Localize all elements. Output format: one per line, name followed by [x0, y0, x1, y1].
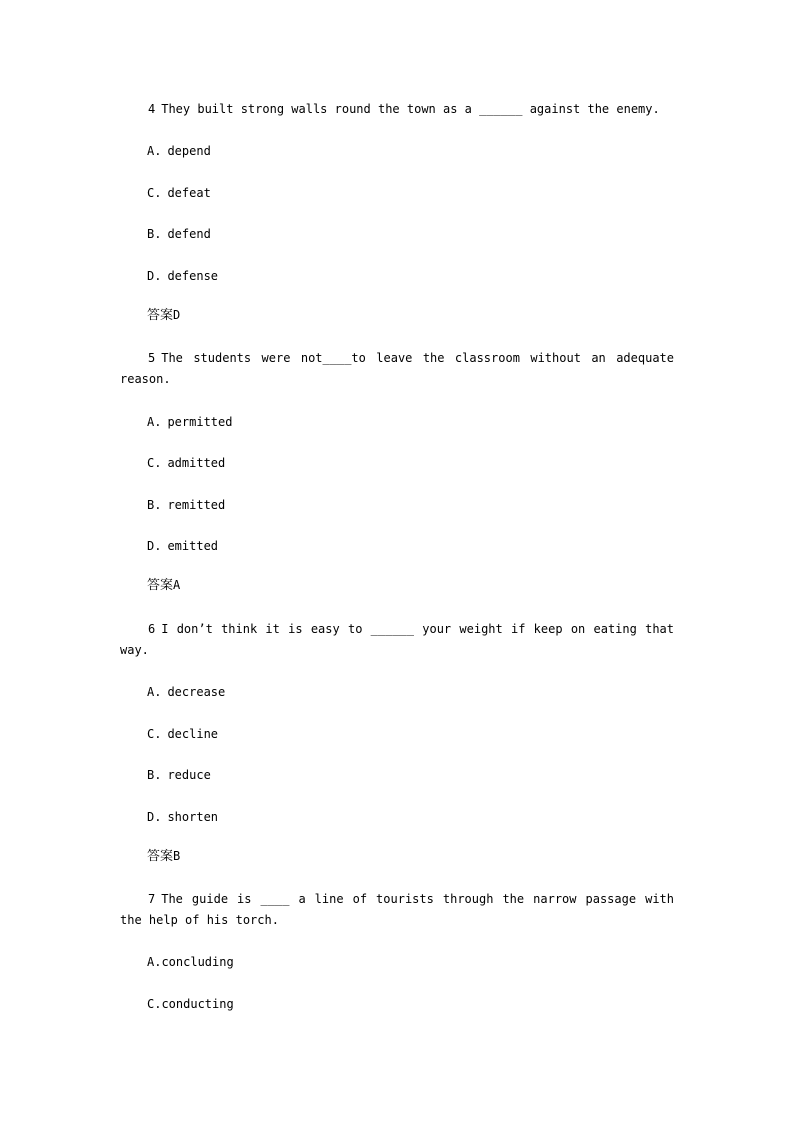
option-b: [147, 225, 211, 243]
option-letter: A.: [147, 144, 162, 158]
option-text: concluding: [161, 955, 234, 969]
option-letter: C.: [147, 727, 162, 741]
option-letter: D.: [147, 810, 162, 824]
option-a: [147, 953, 234, 971]
option-d: [147, 537, 218, 555]
option-text: decrease: [167, 685, 226, 699]
option-letter: A.: [147, 955, 162, 969]
answer-value: D: [173, 308, 181, 322]
question-6: [120, 619, 674, 661]
option-d: [147, 267, 218, 285]
answer-line: [147, 306, 180, 325]
answer-line: [147, 576, 180, 595]
option-letter: C.: [147, 456, 162, 470]
option-b: [147, 496, 225, 514]
question-number: 4: [148, 102, 156, 116]
answer-label: 答案: [147, 578, 174, 593]
answer-label: 答案: [147, 308, 174, 323]
option-letter: C.: [147, 997, 162, 1011]
option-text: depend: [167, 144, 211, 158]
option-letter: A.: [147, 685, 162, 699]
question-text: They built strong walls round the town as a ______ against the enemy.: [161, 102, 660, 116]
option-text: shorten: [167, 810, 219, 824]
option-d: [147, 808, 218, 826]
question-7: [120, 889, 674, 931]
answer-value: A: [173, 578, 181, 592]
option-text: admitted: [167, 456, 226, 470]
option-c: [147, 454, 225, 472]
option-text: emitted: [167, 539, 219, 553]
question-number: 7: [148, 892, 156, 906]
option-text: conducting: [161, 997, 234, 1011]
question-text: The guide is ____ a line of tourists through the narrow passage with the help of his torch.: [120, 892, 674, 927]
option-letter: D.: [147, 269, 162, 283]
option-letter: B.: [147, 498, 162, 512]
option-a: [147, 142, 211, 160]
question-text: The students were not____to leave the classroom without an adequate reason.: [120, 351, 674, 386]
question-text: I don’t think it is easy to ______ your weight if keep on eating that way.: [120, 622, 674, 657]
option-text: decline: [167, 727, 219, 741]
answer-value: B: [173, 849, 181, 863]
option-c: [147, 725, 218, 743]
option-text: defense: [167, 269, 219, 283]
option-text: permitted: [167, 415, 233, 429]
option-letter: A.: [147, 415, 162, 429]
option-text: remitted: [167, 498, 226, 512]
option-c: [147, 995, 234, 1013]
option-b: [147, 766, 211, 784]
answer-line: [147, 847, 180, 866]
answer-label: 答案: [147, 849, 174, 864]
option-letter: B.: [147, 768, 162, 782]
option-c: [147, 184, 211, 202]
question-number: 6: [148, 622, 156, 636]
option-a: [147, 413, 232, 431]
option-letter: D.: [147, 539, 162, 553]
option-letter: B.: [147, 227, 162, 241]
option-a: [147, 683, 225, 701]
question-5: [120, 348, 674, 390]
option-text: defeat: [167, 186, 211, 200]
option-text: reduce: [167, 768, 211, 782]
question-number: 5: [148, 351, 156, 365]
question-4: [120, 99, 674, 120]
option-text: defend: [167, 227, 211, 241]
option-letter: C.: [147, 186, 162, 200]
